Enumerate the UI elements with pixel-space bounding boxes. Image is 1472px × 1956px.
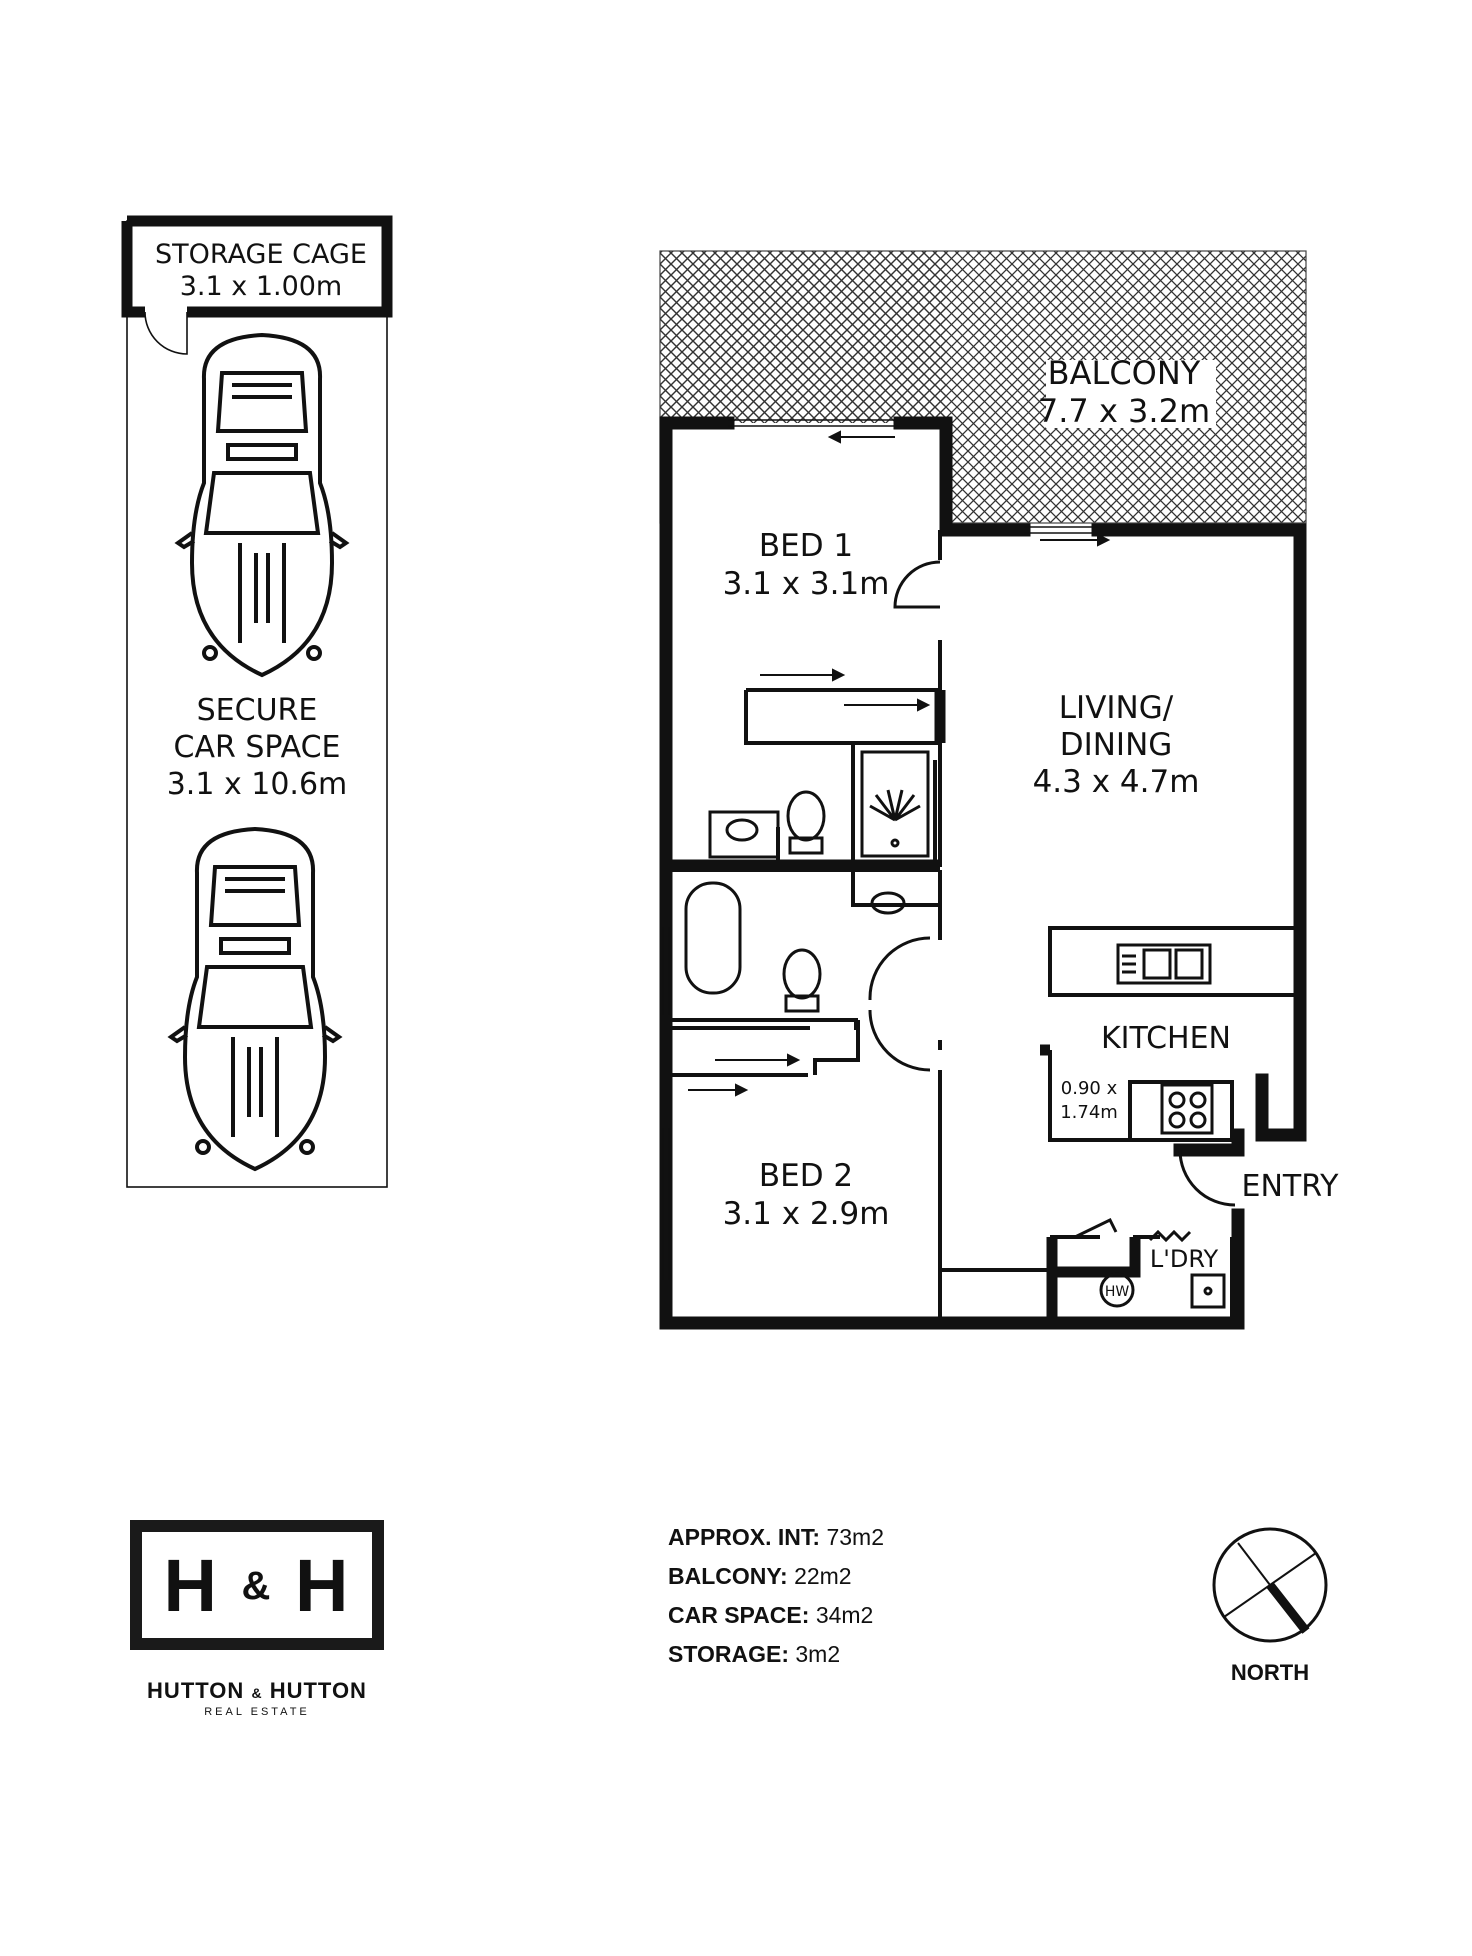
living-size: 4.3 x 4.7m: [1032, 764, 1200, 800]
brand-mark: H & H: [163, 1543, 351, 1627]
storage-cage-size: 3.1 x 1.00m: [179, 271, 343, 302]
car-space-label-line2: CAR SPACE: [173, 730, 341, 765]
laundry-label: L'DRY: [1149, 1245, 1219, 1273]
brand-name: HUTTON & HUTTON: [147, 1678, 367, 1703]
brand-subtitle: REAL ESTATE: [204, 1706, 310, 1718]
living-label-line1: LIVING/: [1058, 690, 1174, 726]
balcony-size: 7.7 x 3.2m: [1037, 392, 1211, 430]
brand-logo: [130, 1520, 384, 1650]
bed1-size: 3.1 x 3.1m: [722, 566, 890, 602]
storage-cage-label: STORAGE CAGE: [155, 239, 367, 270]
car-icon: [171, 829, 339, 1169]
north-label: NORTH: [1230, 1660, 1310, 1685]
car-space-label-line1: SECURE: [196, 693, 318, 728]
car-space-size: 3.1 x 10.6m: [166, 767, 348, 802]
car-icon: [178, 335, 346, 675]
bed1-label: BED 1: [758, 528, 854, 564]
north-compass-icon: [1210, 1525, 1330, 1645]
kitchen-label: KITCHEN: [1101, 1021, 1231, 1056]
area-row-internal: APPROX. INT: 73m2: [668, 1524, 885, 1550]
fridge-space-line1: 0.90 x: [1060, 1078, 1118, 1099]
area-summary: [668, 1518, 884, 1674]
entry-label: ENTRY: [1241, 1169, 1339, 1204]
area-row-balcony: BALCONY: 22m2: [668, 1563, 852, 1589]
bed2-label: BED 2: [758, 1158, 854, 1194]
area-row-car-space: CAR SPACE: 34m2: [668, 1602, 874, 1628]
balcony-label: BALCONY: [1047, 354, 1201, 392]
hot-water-label: HW: [1104, 1284, 1130, 1300]
living-label-line2: DINING: [1059, 727, 1173, 763]
bed2-size: 3.1 x 2.9m: [722, 1196, 890, 1232]
fridge-space-line2: 1.74m: [1060, 1102, 1118, 1123]
area-row-storage: STORAGE: 3m2: [668, 1641, 841, 1667]
